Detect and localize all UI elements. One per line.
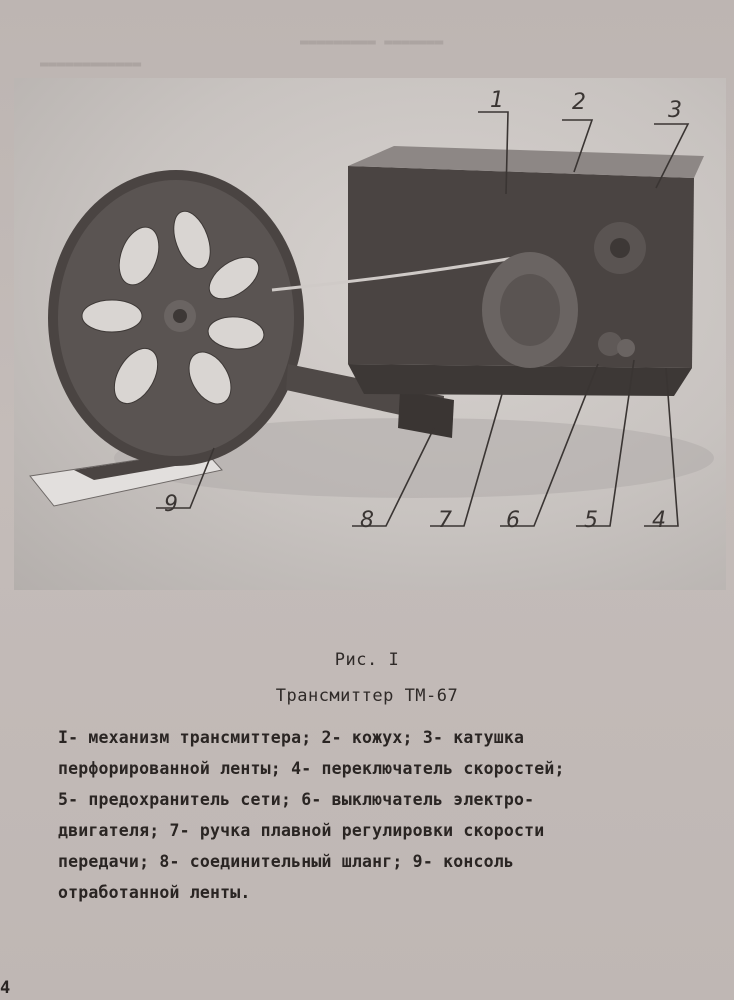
legend-line: передачи; 8- соединительный шланг; 9- консоль [58, 852, 515, 871]
callout-6: 6 [506, 508, 520, 533]
legend-line: перфорированной ленты; 4- переключатель скоростей; [58, 759, 565, 778]
figure-title: Трансмиттер ТМ-67 [275, 686, 459, 706]
callout-3: 3 [668, 98, 682, 123]
legend-line: I- механизм трансмиттера; 2- кожух; 3- катушка [58, 728, 525, 747]
figure-legend [58, 722, 678, 908]
figure-number: Рис. I [334, 650, 400, 670]
legend-line: отработанной ленты. [58, 883, 251, 902]
page-number: 4 [0, 978, 11, 998]
device-photograph [14, 78, 726, 590]
bleed-through-text: ▬▬▬▬▬▬▬▬▬▬▬▬ [40, 56, 142, 72]
callout-8: 8 [360, 508, 374, 533]
callout-1: 1 [490, 88, 504, 113]
legend-line: 5- предохранитель сети; 6- выключатель электро- [58, 790, 535, 809]
callout-5: 5 [584, 508, 598, 533]
callout-7: 7 [438, 508, 452, 533]
bleed-through-text: ▬▬▬▬▬▬▬▬▬ ▬▬▬▬▬▬▬ [300, 34, 444, 50]
callout-4: 4 [652, 508, 666, 533]
callout-2: 2 [572, 90, 586, 115]
callout-9: 9 [164, 492, 178, 517]
legend-line: двигателя; 7- ручка плавной регулировки скорости [58, 821, 545, 840]
